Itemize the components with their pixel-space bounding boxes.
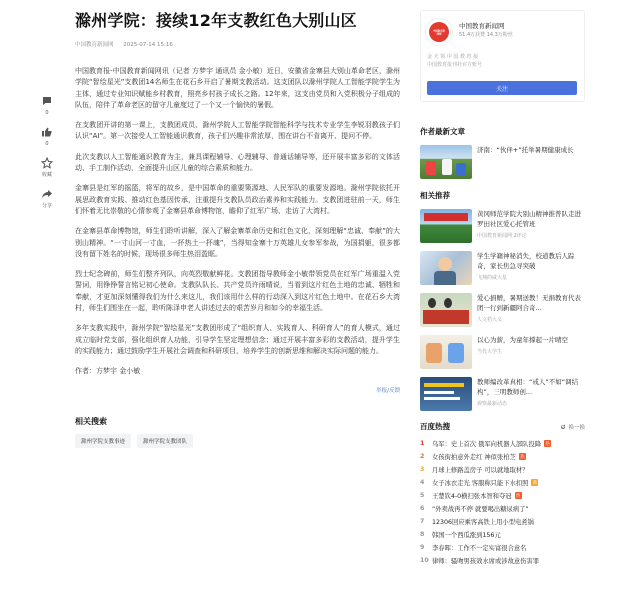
hot-text: 女子冰衣走光 客服称只能下水扣照 xyxy=(432,480,529,487)
article-title: 滁州学院：接续12年支教红色大别山区 xyxy=(75,11,357,30)
recommend-item[interactable] xyxy=(420,335,585,369)
article-date: 2025-07-14 15:16 xyxy=(123,42,173,48)
article-meta xyxy=(75,41,400,49)
hot-text: 月球上修路盖房子 可以就地取材？ xyxy=(432,467,529,474)
comment-button[interactable] xyxy=(41,95,53,116)
hot-search-title: 百度热搜 xyxy=(420,422,450,431)
hot-rank: 3 xyxy=(420,466,425,473)
hot-search-item[interactable] xyxy=(420,476,585,489)
hot-search-item[interactable] xyxy=(420,554,585,567)
news-title: 爱心捐赠，暑期送教！无捐教育代表团一行到新疆阿合奇... xyxy=(477,294,581,312)
news-title: 学生学籍神秘消失，校道教后人踪奇，家长焦急寻突破 xyxy=(477,252,575,270)
recommend-item[interactable] xyxy=(420,251,585,285)
hot-text: 乌军：史上首次 俄军向机器人部队投降 xyxy=(432,441,542,448)
paragraph: 此次支教以人工智能通识教育为主，兼具课程辅导、心理辅导、普通话辅导等，还开展丰富多彩的文体活动、手工制作活动，全面提升山区儿童的综合素质和能力。 xyxy=(75,152,400,173)
related-tag[interactable]: 滁州学院支教团队 xyxy=(137,434,193,448)
hot-text: 12306回应乘客高铁上用小型电煮锅 xyxy=(432,519,534,526)
hot-search-item[interactable] xyxy=(420,489,585,502)
news-thumbnail xyxy=(420,251,472,285)
related-search-title: 相关搜索 xyxy=(75,416,107,426)
article-source[interactable]: 中国教育新闻网 xyxy=(75,42,114,48)
hot-rank: 6 xyxy=(420,505,425,512)
account-avatar[interactable] xyxy=(425,18,453,46)
action-rail xyxy=(36,95,58,215)
like-count: 0 xyxy=(45,141,49,147)
comment-icon xyxy=(41,95,53,107)
latest-title: 作者最新文章 xyxy=(420,127,465,136)
hot-rank: 4 xyxy=(420,479,425,486)
news-thumbnail xyxy=(420,209,472,243)
follow-button[interactable]: 关注 xyxy=(427,81,577,95)
hot-search-item[interactable] xyxy=(420,515,585,528)
hot-badge: 热 xyxy=(515,493,521,499)
recommend-title: 相关推荐 xyxy=(420,191,450,200)
hot-search-item[interactable] xyxy=(420,502,585,515)
news-thumbnail xyxy=(420,145,472,179)
like-button[interactable] xyxy=(41,126,53,147)
news-thumbnail xyxy=(420,335,472,369)
star-icon xyxy=(41,157,53,169)
recommend-item[interactable] xyxy=(420,293,585,327)
hot-rank: 7 xyxy=(420,518,425,525)
news-source: 当代大学生 xyxy=(477,349,503,355)
hot-text: 律师：骚吻男孩效水席或涉故意伤害罪 xyxy=(432,558,540,565)
hot-text: 女孩街拍意外走红 神似张柏芝 xyxy=(432,454,516,461)
account-desc-line: 中国教育报刊社官方账号 xyxy=(427,62,483,68)
account-name[interactable]: 中国教育新闻网 xyxy=(459,22,505,30)
refresh-icon xyxy=(560,424,566,430)
refresh-button[interactable] xyxy=(560,423,585,431)
hot-rank: 2 xyxy=(420,453,425,460)
paragraph: 在支教团开讲的第一课上，支教团成员、滁州学院人工智能学院智能科学与技术专业学生李锐羽教孩子们认识“AI”。第一次接受人工智能通识教育，孩子们兴趣非常浓厚，围在讲台不肯离开、提问不停。 xyxy=(75,121,400,141)
hot-search-item[interactable] xyxy=(420,437,585,450)
recommend-item[interactable] xyxy=(420,209,585,243)
news-title: 黄冈师范学院大别山精神推普队走进罗田社区爱心托管班 xyxy=(477,210,581,228)
news-source: 人文档大义 xyxy=(477,317,503,323)
article-body xyxy=(75,66,400,378)
hot-badge: 热 xyxy=(545,441,550,447)
news-source: 中国教育新闻网 2评论 xyxy=(477,233,527,239)
account-card xyxy=(420,10,585,102)
account-logo: 中国教育新闻网 xyxy=(429,22,449,42)
paragraph: 金寨县是红军的摇篮，将军的故乡，是中国革命的重要策源地、人民军队的重要发源地。滁州学院依托开展思政教育实践、推动红色基因传承，注重提升支教队员政治素养和实践能力。支教团进驻前一天，师生们怀着无比崇敬的心情参观了金寨县革命博物馆，瞻仰了红军广场、走访了大湾村。 xyxy=(75,184,400,215)
news-thumbnail xyxy=(420,377,472,411)
hot-badge: 新 xyxy=(532,480,538,486)
sidebar xyxy=(420,10,585,567)
hot-text: 王楚钦4-0横扫张本智和夺冠 xyxy=(432,493,512,500)
account-desc xyxy=(427,53,482,69)
news-title: 教师编改革真相：“戒人”不如“调结构”，三明教师创... xyxy=(477,378,579,396)
news-source: 飞翔的咸大星 xyxy=(477,275,508,281)
hot-search-list xyxy=(420,437,585,567)
hot-rank: 8 xyxy=(420,531,425,538)
hot-search-header xyxy=(420,421,585,432)
paragraph: 在金寨县革命博物馆，师生们聆听讲解，深入了解金寨革命历史和红色文化，深刻理解“忠诚、奉献”的大别山精神。“一寸山河一寸血，一抔热土一抔魂”，当得知金寨十万英雄儿女参军参战，为国捐躯，很多都没有留下姓名的时候，现场很多师生热泪盈眶。 xyxy=(75,227,400,258)
hot-text: 韩国一个西瓜涨到156元 xyxy=(432,532,501,539)
related-tag[interactable]: 滁州学院支教事迹 xyxy=(75,434,131,448)
hot-search-item[interactable] xyxy=(420,528,585,541)
report-link[interactable]: 举报/反馈 xyxy=(376,387,400,394)
news-source: 观察最新动态 xyxy=(477,401,508,407)
recommend-item[interactable] xyxy=(420,377,585,411)
comment-count: 0 xyxy=(45,110,49,116)
author-line: 作者：方梦宇 金小敏 xyxy=(75,367,141,376)
news-thumbnail xyxy=(420,293,472,327)
share-icon xyxy=(41,188,53,200)
hot-rank: 5 xyxy=(420,492,425,499)
hot-text: “外卖战再不停 就要喝出糖尿病了” xyxy=(432,506,529,513)
account-desc-line: 金 天 领 中 国 教 育 报 xyxy=(427,54,479,60)
share-button[interactable] xyxy=(41,188,53,209)
related-tags xyxy=(75,434,400,448)
thumbs-up-icon xyxy=(41,126,53,138)
paragraph: 烈士纪念碑前，师生们整齐列队，向英烈敬献鲜花。支教团指导教师金小敏带领党员在红军广场重温入党誓词，用铮铮誓言铭记初心使命。支教队队长、共产党员许雨晴说，当看到这片红色土地的忠诚、牺牲和奉献，才更加深刻懂得我们为什么来这儿，我们该用什么样的行动深入到这片红色土地中。在花石乡大湾村，师生们围坐在一起，聆听陈泽申老人讲述过去的艰苦岁月和如今的幸福生活。 xyxy=(75,270,400,313)
paragraph: 中国教育报-中国教育新闻网讯（记者 方梦宇 通讯员 金小敏）近日，安徽省金寨县大别山革命老区，滁州学院“智绘星光”支教团14名师生在花石乡开启了暑期支教活动。这支团队以滁州学院人工智能学院学生为主体，通过专业知识赋能乡村教育，照亮乡村孩子成长之路。12年来，这支由党员和入党积极分子组成的队伍，陪伴了革命老区的留守儿童度过了一个又一个愉快的暑假。 xyxy=(75,67,400,109)
hot-badge: 热 xyxy=(520,454,525,460)
hot-rank: 1 xyxy=(420,440,425,447)
latest-item[interactable] xyxy=(420,145,585,179)
hot-search-item[interactable] xyxy=(420,541,585,554)
hot-rank: 10 xyxy=(420,557,429,564)
news-title: 以心为薪，为童年撑起一片晴空 xyxy=(477,336,568,344)
collect-button[interactable] xyxy=(41,157,53,178)
article xyxy=(75,10,400,448)
hot-search-item[interactable] xyxy=(420,463,585,476)
hot-rank: 9 xyxy=(420,544,425,551)
news-title: 济南：“伙伴+”托举暑期健康成长 xyxy=(477,146,574,154)
hot-search-item[interactable] xyxy=(420,450,585,463)
hot-text: 李春晖：工作不一定实富很合意名 xyxy=(432,545,527,552)
paragraph: 多年支教实践中，滁州学院“智绘星光”支教团形成了“组织育人、实践育人、科研育人”的育人模式，通过成立临时党支部，强化组织育人功能，引导学生坚定理想信念；通过开展丰富多彩的支教活动，提升学生的实践能力；通过鼓励学生开展社会调查和科研项目，培养学生的创新思维和解决实际问题的能力。 xyxy=(75,324,400,355)
collect-label: 收藏 xyxy=(41,172,52,178)
account-stats: 51.4万获赞 14.3万粉丝 xyxy=(459,32,513,38)
refresh-label: 换一换 xyxy=(568,424,585,431)
share-label: 分享 xyxy=(41,203,52,209)
